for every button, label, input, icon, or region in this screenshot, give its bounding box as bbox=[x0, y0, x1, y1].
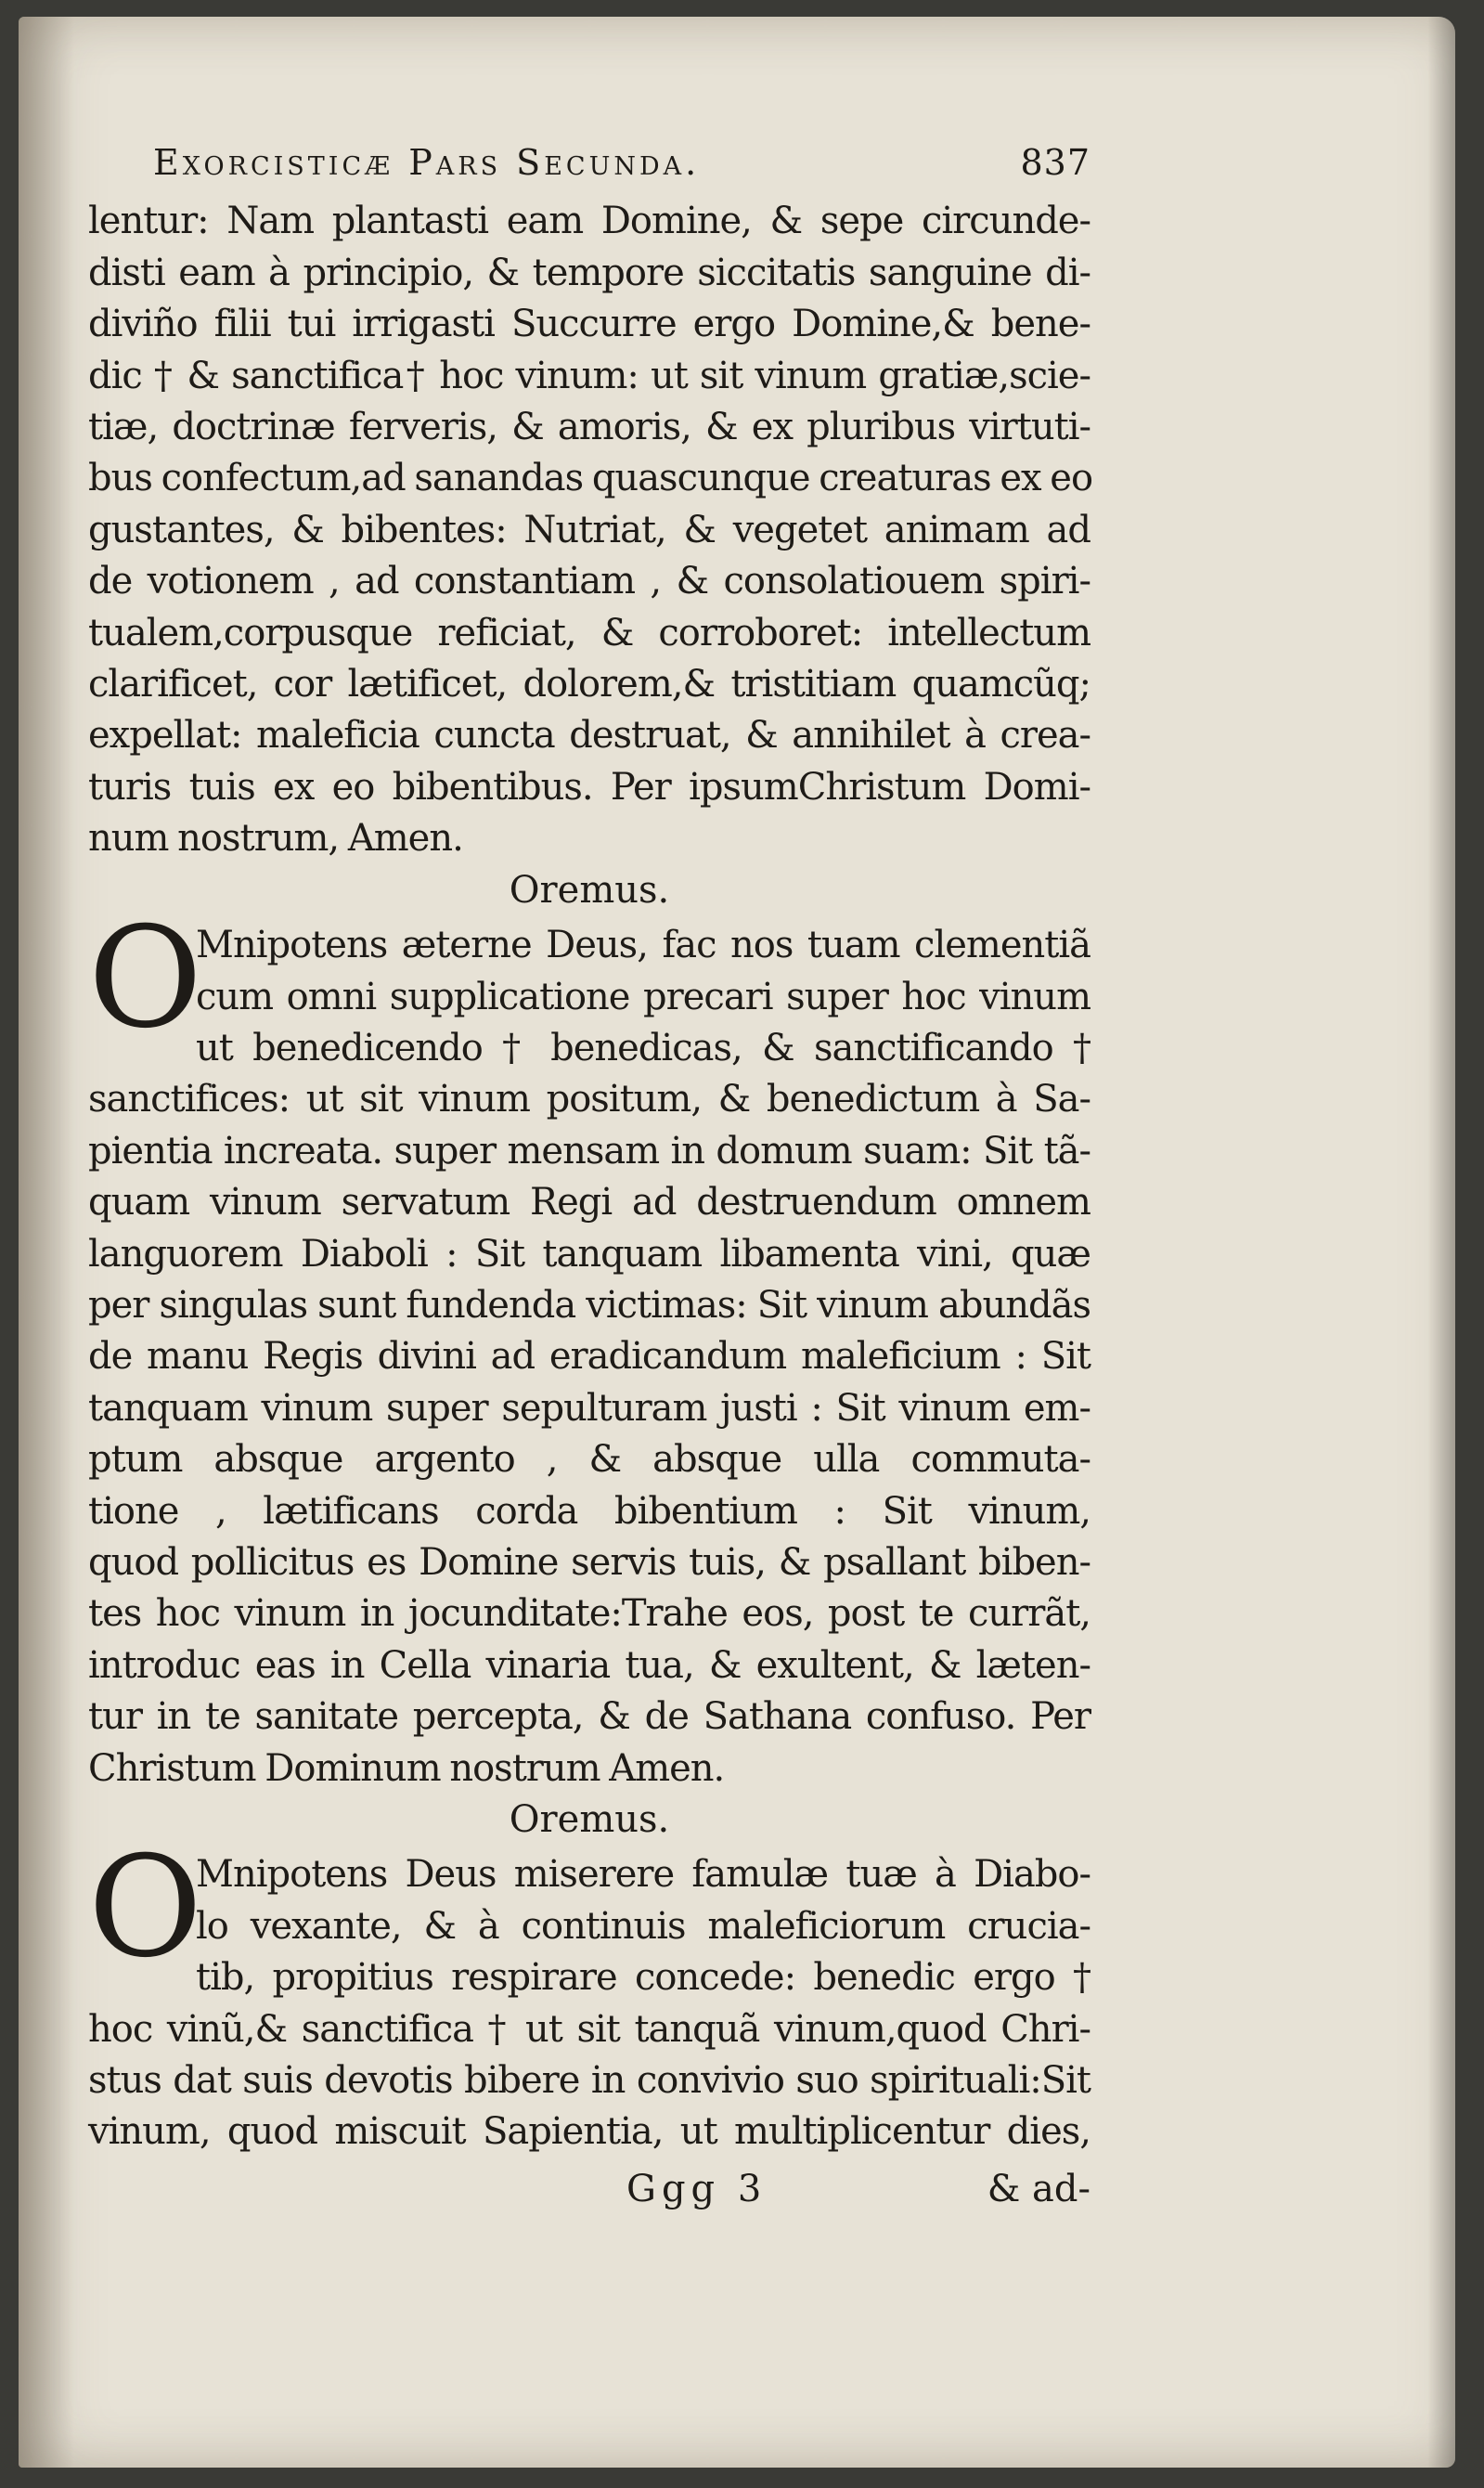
text-line: languorem Diaboli : Sit tanquam libamenta vini, quæ bbox=[88, 1232, 1090, 1276]
text-line: tione , lætificans corda bibentium : Sit vinum, bbox=[88, 1489, 1090, 1533]
text-line: lo vexante, & à continuis maleficiorum crucia- bbox=[196, 1904, 1090, 1948]
text-line: bus confectum,ad sanandas quascunque creaturas ex eo bbox=[88, 457, 1093, 500]
page-gutter-shadow bbox=[19, 17, 74, 2468]
page-edge-shadow bbox=[1427, 17, 1455, 2468]
text-line: dic † & sanctifica† hoc vinum: ut sit vinum gratiæ,scie- bbox=[88, 354, 1090, 397]
text-line: turis tuis ex eo bibentibus. Per ipsumChristum Domi- bbox=[88, 765, 1090, 809]
prayer-continuation bbox=[88, 196, 1093, 864]
text-line: vinum, quod miscuit Sapientia, ut multiplicentur dies, bbox=[88, 2110, 1090, 2154]
prayer-paragraph bbox=[88, 1827, 1090, 2158]
text-line: Christum Dominum nostrum Amen. bbox=[88, 1746, 725, 1790]
text-line: Mnipotens Deus miserere famulæ tuæ à Diabo- bbox=[196, 1853, 1090, 1897]
page-number: 837 bbox=[1020, 142, 1090, 183]
text-line: introduc eas in Cella vinaria tua, & exultent, & læten- bbox=[88, 1643, 1090, 1687]
text-line: tur in te sanitate percepta, & de Sathana confuso. Per bbox=[88, 1695, 1090, 1739]
running-header bbox=[153, 137, 1090, 188]
page-footer bbox=[88, 2164, 1090, 2215]
text-line: per singulas sunt fundenda victimas: Sit vinum abundãs bbox=[88, 1283, 1090, 1327]
text-line: stus dat suis devotis bibere in convivio suo spirituali:Sit bbox=[88, 2059, 1090, 2103]
text-line: lentur: Nam plantasti eam Domine, & sepe circunde- bbox=[88, 200, 1090, 243]
text-line: tes hoc vinum in jocunditate:Trahe eos, post te currãt, bbox=[88, 1592, 1090, 1636]
section-heading: Oremus. bbox=[509, 868, 670, 912]
text-line: quam vinum servatum Regi ad destruendum omnem bbox=[88, 1181, 1090, 1225]
section-heading: Oremus. bbox=[509, 1798, 670, 1841]
text-line: sanctifices: ut sit vinum positum, & benedictum à Sa- bbox=[88, 1078, 1090, 1121]
running-title: Exorcisticæ Pars Secunda. bbox=[153, 142, 701, 183]
text-line: de manu Regis divini ad eradicandum maleficium : Sit bbox=[88, 1335, 1090, 1379]
text-line: ut benedicendo † benedicas, & sanctificando † bbox=[196, 1026, 1090, 1069]
prayer-paragraph bbox=[88, 898, 1090, 1795]
text-line: hoc vinũ,& sanctifica † ut sit tanquã vinum,quod Chri- bbox=[88, 2007, 1090, 2051]
drop-cap: O bbox=[88, 898, 202, 1060]
text-line: tualem,corpusque reficiat, & corroboret: intellectum bbox=[88, 611, 1090, 654]
text-line: gustantes, & bibentes: Nutriat, & vegetet animam ad bbox=[88, 508, 1090, 551]
text-line: clarificet, cor lætificet, dolorem,& tristitiam quamcũq; bbox=[88, 663, 1090, 706]
book-page bbox=[19, 17, 1455, 2468]
text-line: diviño filii tui irrigasti Succurre ergo Domine,& bene- bbox=[88, 303, 1090, 346]
text-line: expellat: maleficia cuncta destruat, & annihilet à crea- bbox=[88, 714, 1090, 758]
catchword: & ad- bbox=[987, 2167, 1090, 2210]
drop-cap: O bbox=[88, 1827, 202, 1989]
text-line: Mnipotens æterne Deus, fac nos tuam clementiã bbox=[196, 924, 1090, 967]
text-line: de votionem , ad constantiam , & consolatiouem spiri- bbox=[88, 560, 1090, 603]
text-line: ptum absque argento , & absque ulla commuta- bbox=[88, 1438, 1090, 1482]
text-line: pientia increata. super mensam in domum suam: Sit tã- bbox=[88, 1129, 1090, 1173]
text-line: tiæ, doctrinæ ferveris, & amoris, & ex pluribus virtuti- bbox=[88, 406, 1090, 449]
text-line: disti eam à principio, & tempore siccitatis sanguine di- bbox=[88, 251, 1090, 294]
text-block bbox=[88, 137, 1093, 2215]
signature-mark: Ggg 3 bbox=[626, 2167, 768, 2210]
text-line: num nostrum, Amen. bbox=[88, 817, 463, 861]
text-line: tanquam vinum super sepulturam justi : Sit vinum em- bbox=[88, 1386, 1090, 1430]
text-line: tib, propitius respirare concede: benedic ergo † bbox=[196, 1956, 1090, 2000]
text-line: quod pollicitus es Domine servis tuis, & psallant biben- bbox=[88, 1540, 1090, 1584]
text-line: cum omni supplicatione precari super hoc vinum bbox=[196, 975, 1090, 1018]
